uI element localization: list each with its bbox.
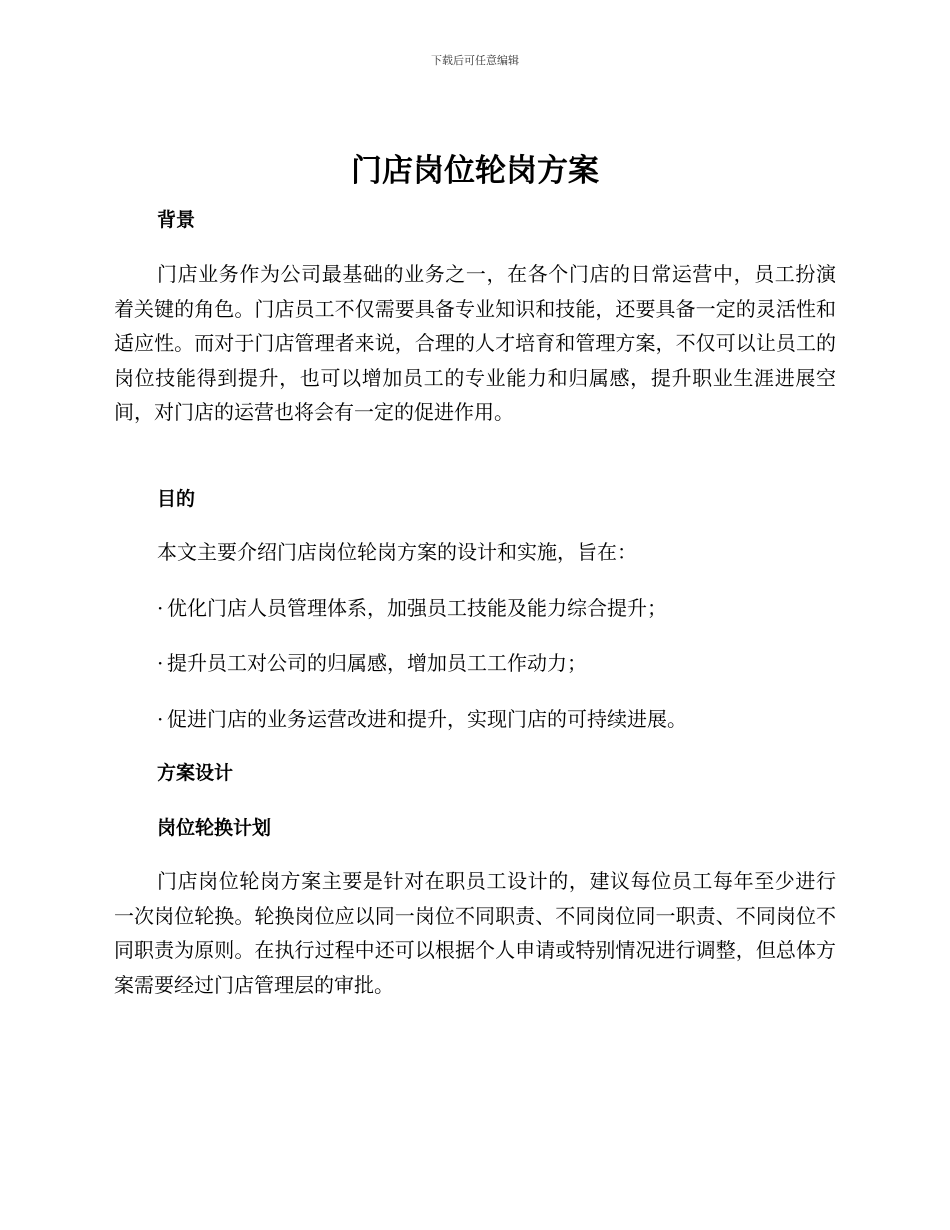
purpose-bullet-text: 提升员工对公司的归属感，增加员工工作动力； [167, 651, 587, 675]
section-heading-design: 方案设计 [157, 762, 234, 784]
purpose-bullet-text: 优化门店人员管理体系，加强员工技能及能力综合提升； [167, 596, 667, 620]
header-note: 下载后可任意编辑 [431, 54, 519, 67]
bullet-dot-icon: · [157, 596, 164, 620]
rotation-plan-paragraph: 门店岗位轮岗方案主要是针对在职员工设计的，建议每位员工每年至少进行一次岗位轮换。轮换岗位应以同一岗位不同职责、不同岗位同一职责、不同岗位不同职责为原则。在执行过程中还可以根据个人申请或特别情况进行调整，但总体方案需要经过门店管理层的审批。 [114, 869, 836, 997]
bullet-dot-icon: · [157, 707, 164, 731]
purpose-bullet-item [157, 648, 587, 678]
purpose-bullet-text: 促进门店的业务运营改进和提升，实现门店的可持续进展。 [167, 707, 687, 731]
document-title: 门店岗位轮岗方案 [351, 153, 599, 189]
purpose-bullet-item [157, 704, 687, 734]
background-paragraph: 门店业务作为公司最基础的业务之一，在各个门店的日常运营中，员工扮演着关键的角色。门店员工不仅需要具备专业知识和技能，还要具备一定的灵活性和适应性。而对于门店管理者来说，合理的人才培育和管理方案，不仅可以让员工的岗位技能得到提升，也可以增加员工的专业能力和归属感，提升职业生涯进展空间，对门店的运营也将会有一定的促进作用。 [114, 262, 836, 424]
purpose-intro: 本文主要介绍门店岗位轮岗方案的设计和实施，旨在： [157, 540, 637, 564]
bullet-dot-icon: · [157, 651, 164, 675]
subsection-heading-rotation-plan: 岗位轮换计划 [157, 817, 272, 839]
purpose-bullet-item [157, 593, 667, 623]
section-heading-purpose: 目的 [157, 488, 196, 510]
section-heading-background: 背景 [157, 209, 196, 231]
